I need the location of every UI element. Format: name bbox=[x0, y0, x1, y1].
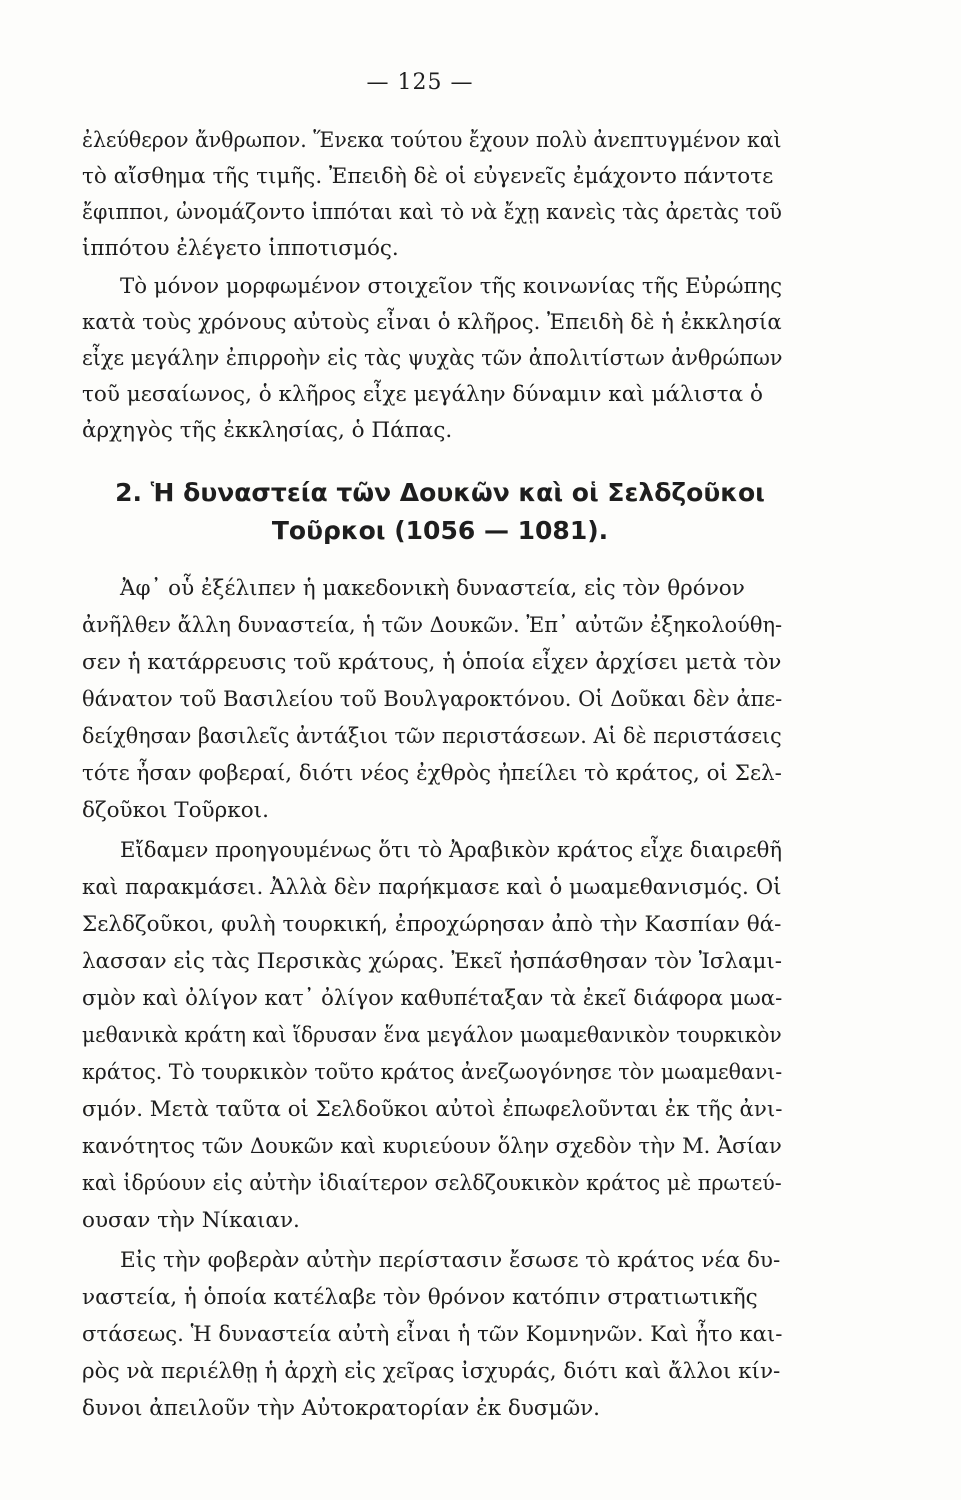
text-line: ἔφιπποι, ὠνομάζοντο ἱππόται καὶ τὸ νὰ ἔχῃ κανεὶς τὰς ἀρετὰς τοῦ bbox=[82, 200, 782, 225]
text-line: κανότητος τῶν Δουκῶν καὶ κυριεύουν ὅλην σχεδὸν τὴν Μ. Ἀσίαν bbox=[82, 1134, 782, 1159]
text-line: εἶχε μεγάλην ἐπιρροὴν εἰς τὰς ψυχὰς τῶν ἀπολιτίστων ἀνθρώπων bbox=[82, 346, 783, 371]
text-line: κράτος. Τὸ τουρκικὸν τοῦτο κράτος ἀνεζωογόνησε τὸν μωαμεθανι- bbox=[82, 1060, 783, 1085]
text-line: ἀνῆλθεν ἄλλη δυναστεία, ἡ τῶν Δουκῶν. Ἐπ᾽ αὐτῶν ἐξηκολούθη- bbox=[82, 613, 783, 638]
text-line: ἐλεύθερον ἄνθρωπον. Ἕνεκα τούτου ἔχουν πολὺ ἀνεπτυγμένον καὶ bbox=[82, 128, 782, 153]
text-line: Τὸ μόνον μορφωμένον στοιχεῖον τῆς κοινωνίας τῆς Εὐρώπης bbox=[120, 274, 783, 299]
text-line: θάνατον τοῦ Βασιλείου τοῦ Βουλγαροκτόνου. Οἱ Δοῦκαι δὲν ἀπε- bbox=[82, 687, 783, 712]
text-line: λασσαν εἰς τὰς Περσικὰς χώρας. Ἐκεῖ ἠσπάσθησαν τὸν Ἰσλαμι- bbox=[82, 949, 782, 974]
section-heading-dates: Τοῦρκοι (1056 — 1081). bbox=[271, 516, 609, 545]
page-number: — 125 — bbox=[366, 70, 474, 95]
text-line: Εἴδαμεν προηγουμένως ὅτι τὸ Ἀραβικὸν κράτος εἶχε διαιρεθῆ bbox=[120, 838, 783, 863]
text-line: Σελδζοῦκοι, φυλὴ τουρκική, ἐπροχώρησαν ἀπὸ τὴν Κασπίαν θά- bbox=[82, 912, 782, 937]
text-line: στάσεως. Ἡ δυναστεία αὐτὴ εἶναι ἡ τῶν Κομνηνῶν. Καὶ ἦτο και- bbox=[82, 1322, 783, 1347]
text-line: ρὸς νὰ περιέλθῃ ἡ ἀρχὴ εἰς χεῖρας ἰσχυράς, διότι καὶ ἄλλοι κίν- bbox=[82, 1359, 781, 1384]
text-line: κατὰ τοὺς χρόνους αὐτοὺς εἶναι ὁ κλῆρος. Ἐπειδὴ δὲ ἡ ἐκκλησία bbox=[82, 310, 782, 335]
text-line: σμὸν καὶ ὀλίγον κατ᾽ ὀλίγον καθυπέταξαν τὰ ἐκεῖ διάφορα μωα- bbox=[82, 986, 783, 1011]
text-line: σμόν. Μετὰ ταῦτα οἱ Σελδοῦκοι αὐτοὶ ἐπωφελοῦνται ἐκ τῆς ἀνι- bbox=[82, 1097, 783, 1122]
text-line: ἀρχηγὸς τῆς ἐκκλησίας, ὁ Πάπας. bbox=[82, 418, 453, 443]
text-line: τότε ἦσαν φοβεραί, διότι νέος ἐχθρὸς ἠπείλει τὸ κράτος, οἱ Σελ- bbox=[82, 761, 782, 786]
text-line: ἱππότου ἐλέγετο ἱπποτισμός. bbox=[82, 236, 399, 261]
text-line: δζοῦκοι Τοῦρκοι. bbox=[82, 798, 269, 823]
text-line: τοῦ μεσαίωνος, ὁ κλῆρος εἶχε μεγάλην δύναμιν καὶ μάλιστα ὁ bbox=[82, 382, 763, 407]
text-line: Ἀφ᾽ οὗ ἐξέλιπεν ἡ μακεδονικὴ δυναστεία, εἰς τὸν θρόνον bbox=[120, 576, 745, 601]
text-line: δυνοι ἀπειλοῦν τὴν Αὐτοκρατορίαν ἐκ δυσμῶν. bbox=[82, 1396, 601, 1421]
text-line: τὸ αἴσθημα τῆς τιμῆς. Ἐπειδὴ δὲ οἱ εὐγενεῖς ἐμάχοντο πάντοτε bbox=[82, 164, 774, 189]
text-line: Εἰς τὴν φοβερὰν αὐτὴν περίστασιν ἔσωσε τὸ κράτος νέα δυ- bbox=[120, 1248, 781, 1273]
text-line: μεθανικὰ κράτη καὶ ἵδρυσαν ἕνα μεγάλον μωαμεθανικὸν τουρκικὸν bbox=[82, 1023, 782, 1048]
text-line: καὶ παρακμάσει. Ἀλλὰ δὲν παρήκμασε καὶ ὁ μωαμεθανισμός. Οἱ bbox=[82, 875, 782, 900]
text-line: καὶ ἱδρύουν εἰς αὐτὴν ἰδιαίτερον σελδζουκικὸν κράτος μὲ πρωτεύ- bbox=[82, 1171, 782, 1196]
text-line: ναστεία, ἡ ὁποία κατέλαβε τὸν θρόνον κατόπιν στρατιωτικῆς bbox=[82, 1285, 758, 1310]
text-line: σεν ἡ κατάρρευσις τοῦ κράτους, ἡ ὁποία εἶχεν ἀρχίσει μετὰ τὸν bbox=[82, 650, 782, 675]
section-heading: 2. Ἡ δυναστεία τῶν Δουκῶν καὶ οἱ Σελδζοῦκοι bbox=[115, 478, 765, 507]
text-line: ουσαν τὴν Νίκαιαν. bbox=[82, 1208, 300, 1233]
text-line: δείχθησαν βασιλεῖς ἀντάξιοι τῶν περιστάσεων. Αἱ δὲ περιστάσεις bbox=[82, 724, 782, 749]
